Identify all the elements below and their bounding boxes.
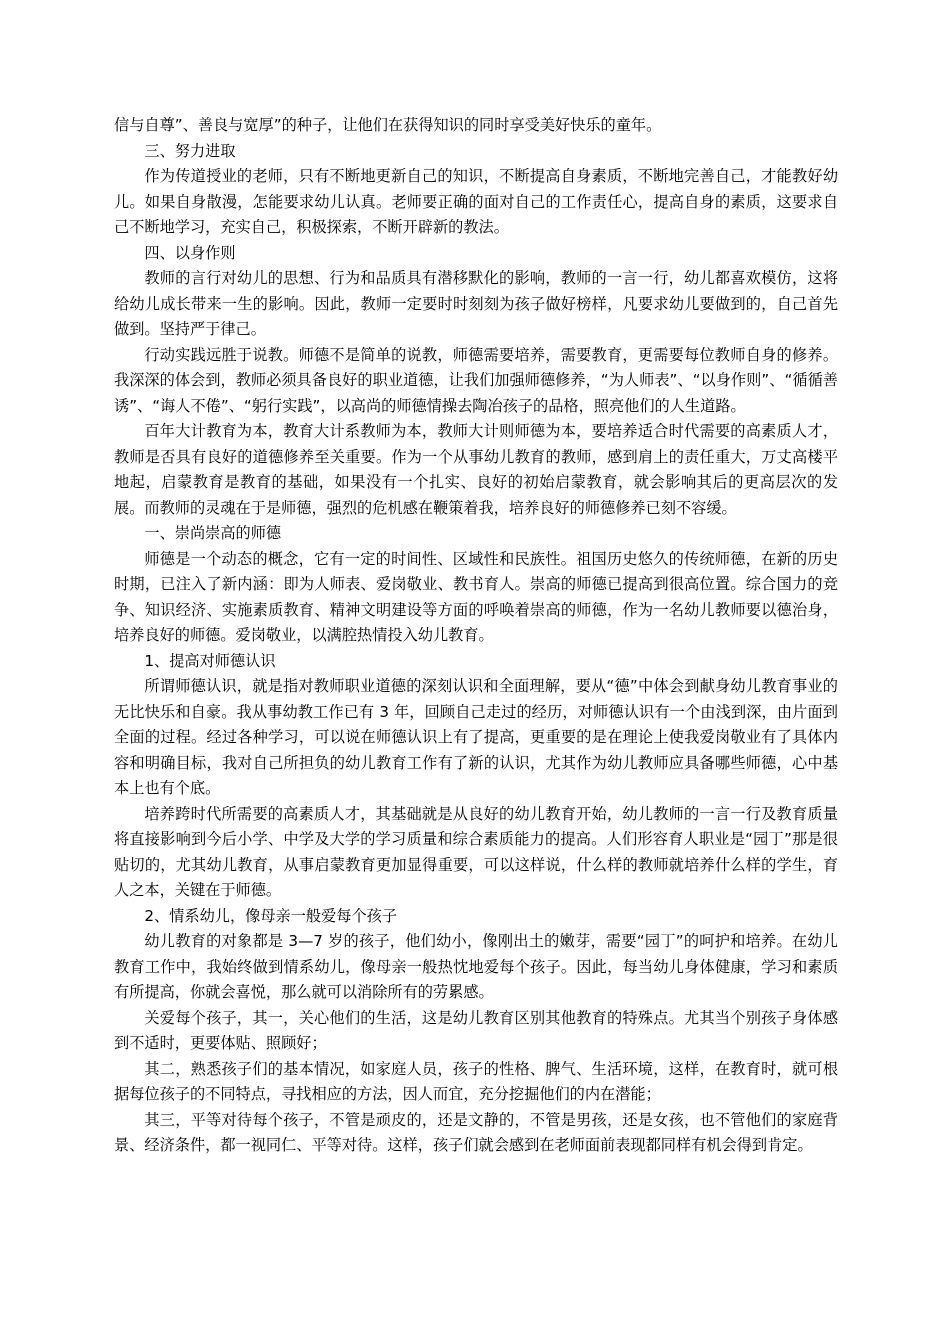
section-heading-one: 一、崇尚崇高的师德 [144,524,282,542]
paragraph: 百年大计教育为本，教育大计系教师为本，教师大计则师德为本，要培养适合时代需要的高素质人才，教师是否具有良好的道德修养至关重要。作为一个从事幼儿教育的教师，感到肩上的责任重大，万丈高楼平地起，启蒙教育是教育的基础，如果没有一个扎实、良好的初始启蒙教育，就会影响其后的更高层次的发展。而教师的灵魂在于是师德，强烈的危机感在鞭策着我，培养良好的师德修养已刻不容缓。 [114,422,838,517]
paragraph: 作为传道授业的老师，只有不断地更新自己的知识，不断提高自身素质，不断地完善自己，才能教好幼儿。如果自身散漫，怎能要求幼儿认真。老师要正确的面对自己的工作责任心，提高自身的素质，这要求自己不断地学习，充实自己，积极探索，不断开辟新的教法。 [114,167,838,236]
paragraph: 行动实践远胜于说教。师德不是简单的说教，师德需要培养，需要教育，更需要每位教师自身的修养。我深深的体会到，教师必须具备良好的职业道德，让我们加强师德修养，“为人师表”、“以身作则”、“循循善诱”、“诲人不倦”、“躬行实践”，以高尚的师德情操去陶冶孩子的品格，照亮他们的人生道路。 [114,345,838,415]
paragraph: 其二，熟悉孩子们的基本情况，如家庭人员，孩子的性格、脾气、生活环境，这样，在教育时，就可根据每位孩子的不同特点，寻找相应的方法，因人而宜，充分挖掘他们的内在潜能； [114,1059,838,1103]
paragraph: 所谓师德认识，就是指对教师职业道德的深刻认识和全面理解，要从“德”中体会到献身幼儿教育事业的无比快乐和自豪。我从事幼教工作已有 3 年，回顾自己走过的经历，对师德认识有一个由浅到深，由片面到全面的过程。经过各种学习，可以说在师德认识上有了提高，更重要的是在理论上使我爱岗敬业有了具体内容和明确目标，我对自己所担负的幼儿教育工作有了新的认识，尤其作为幼儿教师应具备哪些师德，心中基本上也有个底。 [114,677,838,797]
paragraph: 关爱每个孩子，其一，关心他们的生活，这是幼儿教育区别其他教育的特殊点。尤其当个别孩子身体感到不适时，更要体贴、照顾好； [114,1008,838,1052]
paragraph: 其三，平等对待每个孩子，不管是顽皮的，还是文静的，不管是男孩，还是女孩，也不管他们的家庭背景、经济条件，都一视同仁、平等对待。这样，孩子们就会感到在老师面前表现都同样有机会得到肯定。 [114,1110,838,1154]
continuation-paragraph: 信与自尊”、善良与宽厚”的种子，让他们在获得知识的同时享受美好快乐的童年。 [114,116,662,134]
section-heading-four: 四、以身作则 [144,243,236,262]
subsection-heading-2: 2、情系幼儿，像母亲一般爱每个孩子 [144,906,398,925]
paragraph: 培养跨时代所需要的高素质人才，其基础就是从良好的幼儿教育开始，幼儿教师的一言一行及教育质量将直接影响到今后小学、中学及大学的学习质量和综合素质能力的提高。人们形容育人职业是“园丁”那是很贴切的，尤其幼儿教育，从事启蒙教育更加显得重要，可以这样说，什么样的教师就培养什么样的学生，育人之本，关键在于师德。 [114,804,838,899]
paragraph: 幼儿教育的对象都是 3—7 岁的孩子，他们幼小，像刚出土的嫩芽，需要“园丁”的呵护和培养。在幼儿教育工作中，我始终做到情系幼儿，像母亲一般热忱地爱每个孩子。因此，每当幼儿身体健康，学习和素质有所提高，你就会喜悦，那么就可以消除所有的劳累感。 [114,932,838,1001]
section-heading-three: 三、努力进取 [144,141,236,160]
document-page [114,113,838,1159]
paragraph: 师德是一个动态的概念，它有一定的时间性、区域性和民族性。祖国历史悠久的传统师德，在新的历史时期，已注入了新内涵：即为人师表、爱岗敬业、教书育人。崇高的师德已提高到很高位置。综合国力的竞争、知识经济、实施素质教育、精神文明建设等方面的呼唤着崇高的师德，作为一名幼儿教师要以德治身，培养良好的师德。爱岗敬业，以满腔热情投入幼儿教育。 [114,549,838,644]
paragraph: 教师的言行对幼儿的思想、行为和品质具有潜移默化的影响，教师的一言一行，幼儿都喜欢模仿，这将给幼儿成长带来一生的影响。因此，教师一定要时时刻刻为孩子做好榜样，凡要求幼儿要做到的，自己首先做到。坚持严于律己。 [114,269,838,338]
subsection-heading-1: 1、提高对师德认识 [144,651,276,670]
